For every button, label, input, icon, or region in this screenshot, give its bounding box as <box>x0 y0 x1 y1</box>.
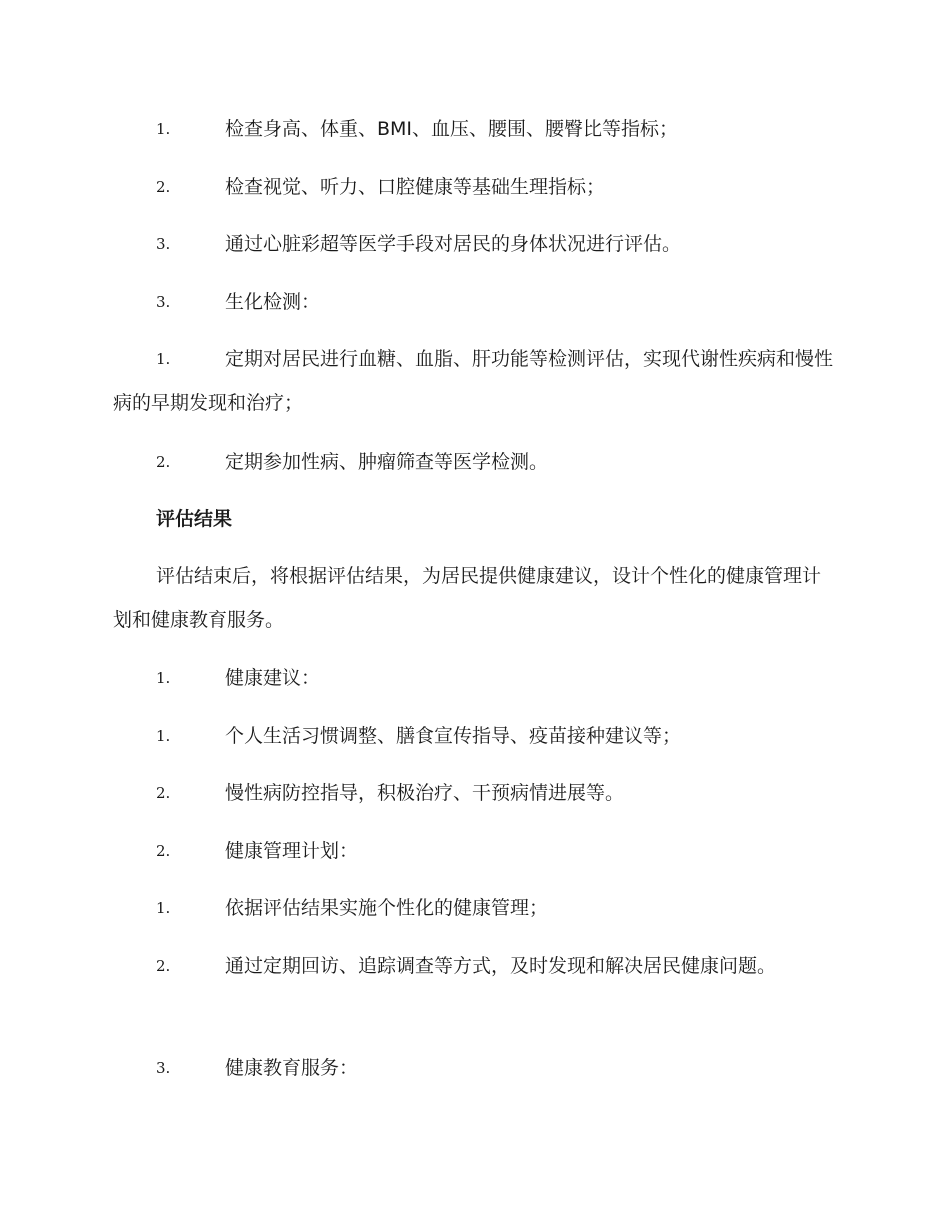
list-text: 通过心脏彩超等医学手段对居民的身体状况进行评估。 <box>225 233 682 255</box>
list-item <box>113 1046 835 1090</box>
list-item <box>113 944 835 988</box>
list-text: 检查视觉、听力、口腔健康等基础生理指标； <box>225 176 606 198</box>
list-number: 3. <box>156 235 171 253</box>
list-text: 生化检测： <box>225 291 321 313</box>
list-text: 定期参加性病、肿瘤筛查等医学检测。 <box>225 451 549 473</box>
list-item <box>113 222 835 266</box>
list-text: 通过定期回访、追踪调查等方式，及时发现和解决居民健康问题。 <box>225 955 777 977</box>
list-text: 健康教育服务： <box>225 1057 359 1079</box>
list-text: 检查身高、体重、BMI、血压、腰围、腰臀比等指标； <box>225 118 679 140</box>
list-number: 2. <box>156 784 171 802</box>
list-item <box>113 165 835 209</box>
list-text: 定期对居民进行血糖、血脂、肝功能等检测评估，实现代谢性疾病和慢性病的早期发现和治疗； <box>113 348 834 414</box>
paragraph <box>113 554 835 642</box>
list-item <box>113 280 835 324</box>
list-item <box>113 714 835 758</box>
list-number: 2. <box>156 453 171 471</box>
list-item <box>113 440 835 484</box>
list-text: 健康建议： <box>225 667 321 689</box>
list-text: 个人生活习惯调整、膳食宣传指导、疫苗接种建议等； <box>225 725 682 747</box>
list-number: 3. <box>156 1059 171 1077</box>
paragraph-text: 评估结束后，将根据评估结果，为居民提供健康建议，设计个性化的健康管理计划和健康教育服务。 <box>113 565 822 631</box>
list-text: 慢性病防控指导，积极治疗、干预病情进展等。 <box>225 782 625 804</box>
list-number: 2. <box>156 957 171 975</box>
list-number: 3. <box>156 293 171 311</box>
list-number: 2. <box>156 842 171 860</box>
section-heading <box>113 497 835 541</box>
list-text: 依据评估结果实施个性化的健康管理； <box>225 897 549 919</box>
list-item <box>113 107 835 151</box>
list-text: 健康管理计划： <box>225 840 359 862</box>
list-item <box>113 337 835 425</box>
list-number: 1. <box>156 727 171 745</box>
list-item <box>113 771 835 815</box>
list-number: 1. <box>156 899 171 917</box>
list-item <box>113 656 835 700</box>
list-item <box>113 886 835 930</box>
list-item <box>113 829 835 873</box>
section-heading-text: 评估结果 <box>156 508 233 530</box>
list-number: 1. <box>156 669 171 687</box>
list-number: 1. <box>156 350 171 368</box>
list-number: 2. <box>156 178 171 196</box>
list-number: 1. <box>156 120 171 138</box>
